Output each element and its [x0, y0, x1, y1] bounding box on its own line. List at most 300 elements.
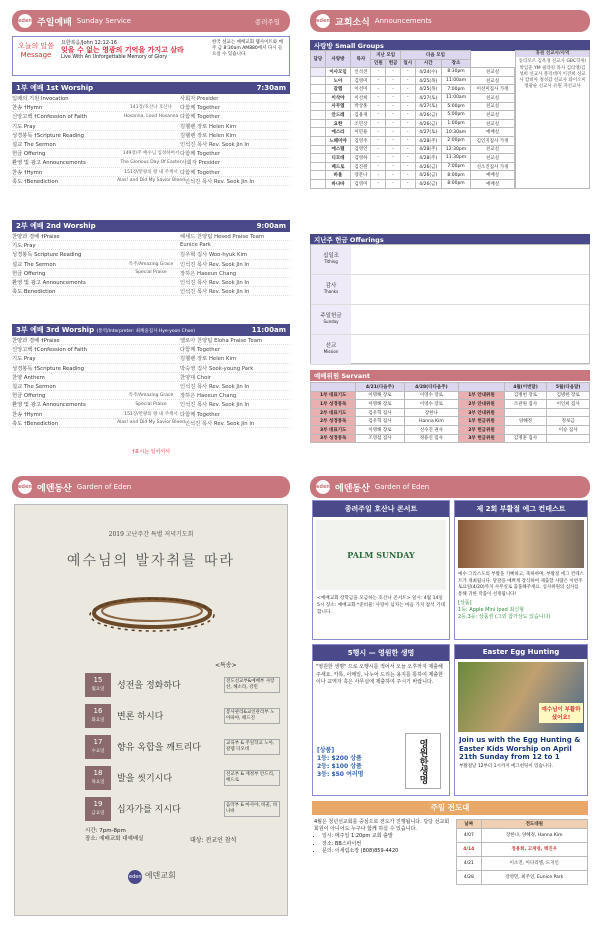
order-item: 환영 및 광고 Announcements [12, 402, 86, 409]
sg-cell: - [386, 68, 401, 77]
ev-cell: 4/28 [457, 870, 482, 884]
sg-col-next: 다음 모임 [400, 51, 470, 60]
sv-cell: 1부 헌금위원 [459, 417, 504, 426]
sv-cell: 신수진 권사 [404, 425, 459, 434]
sv-cell: 조영섭 집사 [356, 434, 404, 443]
sg-cell: - [400, 111, 415, 120]
order-item: 헌금 Offering [12, 151, 46, 158]
sg-cell: 4/27(토) [415, 128, 441, 137]
sg-cell: - [371, 162, 386, 171]
order-leader: 다함께 Together [180, 411, 221, 418]
day-singers: 교육부 & 주일학교 노아, 갈렙 디모데 [224, 739, 280, 755]
sg-cell: 11:00am [441, 93, 470, 102]
eden-title-en: Garden of Eden [76, 483, 132, 491]
order-row [12, 410, 290, 419]
order-item: 축도 †Benediction [12, 420, 58, 427]
order-leader: 장하은 Haeeun Chang [180, 393, 237, 400]
order-detail: 149장/주 예수님 입성하여서 [122, 151, 180, 157]
prayer-days [85, 670, 280, 825]
offerings-box [310, 244, 590, 364]
offering-kr: 주일헌금 [320, 313, 342, 319]
sg-cell: - [400, 171, 415, 180]
sv-cell: 3부 안내위원 [459, 408, 504, 417]
sg-cell: 8:30pm [441, 68, 470, 77]
order-item: 찬송 †Hymn [12, 411, 43, 418]
prayer-poster [14, 504, 288, 916]
order-row [12, 336, 290, 345]
sg-cell: 7:00pm [441, 85, 470, 94]
evangelism-bullet: • 문의: 이세림소장 (808)859-4420 [322, 848, 454, 855]
sg-cell: 예배실 [471, 128, 515, 137]
sg-cell: 7:00pm [441, 162, 470, 171]
order-leader: 장하은 Haeeun Chang [180, 270, 237, 277]
order-detail: 141장/호산나 호산나 [130, 105, 172, 111]
scripture-ref: 요한복음/John 12:12-16 [61, 40, 118, 46]
sg-cell: 11:30pm [441, 154, 470, 163]
sv-cell: Hanna Kim [404, 417, 459, 426]
sg-cell: 안드레 [325, 111, 351, 120]
sv-cell: 1부 안내위원 [459, 391, 504, 400]
day-weekday: 월요일 [91, 686, 105, 692]
sv-cell: 이승 집사 [547, 425, 590, 434]
worship-1-rows [12, 94, 290, 186]
sg-cell: - [386, 102, 401, 111]
service-header [12, 10, 290, 32]
sv-cell: 김병헌 장로 [504, 391, 547, 400]
service-title: 주일예배 [37, 17, 72, 28]
order-item: 입례의 기원 Invocation [12, 96, 69, 103]
word-label-en: Message [20, 51, 52, 59]
sv-cell: 김우혁 집사 [356, 417, 404, 426]
sg-charge [311, 93, 326, 102]
sv-col: 5월(다음달) [547, 383, 590, 392]
crown-of-thorns-image [82, 585, 222, 635]
sg-cell: 친교실 [471, 68, 515, 77]
message-box [12, 36, 290, 76]
order-leader: 김헬렌 장로 Helen Kim [180, 356, 237, 363]
order-leader: 다함께 Together [180, 114, 221, 121]
offering-kr: 선교 [325, 343, 337, 349]
sg-cell: - [371, 179, 386, 188]
eden2-header [310, 476, 590, 498]
sg-cell: - [371, 93, 386, 102]
sg-cell: - [386, 145, 401, 154]
table-row [311, 145, 515, 154]
worship-2 [12, 220, 290, 296]
word-label: 오늘의 말씀 [17, 42, 55, 50]
eden-logo: eden [18, 14, 32, 28]
order-row [12, 269, 290, 278]
sg-cell: 사무엘 [325, 102, 351, 111]
sg-cell: - [371, 154, 386, 163]
egg-hunt-sub: 부활절날 12부터 1시까지 에그헌팅이 있습니다. [459, 763, 553, 769]
sg-cell: 2:00pm [441, 136, 470, 145]
order-leader: 다함께 Together [180, 347, 221, 354]
sg-charge [311, 76, 326, 85]
order-detail: The Glorious Day Of Easter [120, 159, 182, 165]
order-item: 신앙고백 †Confession of Faith [12, 347, 87, 354]
special-song-label: <특송> [215, 662, 237, 669]
order-leader: 다함께 Together [180, 151, 221, 158]
ev-col-date: 날짜 [457, 820, 482, 829]
sg-cell: 인석진 [351, 68, 371, 77]
order-item: 설교 The Sermon [12, 261, 56, 268]
day-number: 17 [93, 737, 103, 746]
order-detail: 특주/Amazing Grace [128, 393, 174, 399]
poster-title: 예수님의 발자취를 따라 [66, 553, 236, 569]
order-leader: 인석진 목사 Rev. Seok Jin In [180, 261, 250, 268]
service-subtitle: 종려주일 [254, 17, 280, 26]
egg-text: 예수 그리스도의 부활을 기뻐하고, 축하하며, 부활절 에그 컨테스트가 개최됩니다. 달걀을 예쁘게 장식하여 제출할 사람은 이번주 토요일(4/20)까지 사무실로 출품해주세요. 심사위원의 심사를 통해 귀한 작품이 선정됩니다! [458, 572, 584, 597]
order-item: 헌금 Offering [12, 393, 46, 400]
sg-cell: - [400, 119, 415, 128]
table-row [311, 162, 515, 171]
sv-cell: 양혜정 [504, 417, 547, 426]
table-row [311, 85, 515, 94]
table-row [311, 93, 515, 102]
sv-cell: 장한나 [404, 408, 459, 417]
sg-cell: 느헤미야 [325, 136, 351, 145]
table-row [311, 102, 515, 111]
sg-cell: 4/27(토) [415, 93, 441, 102]
poem-prize: 1등: $200 상품 [317, 755, 362, 762]
offering-row [311, 245, 589, 275]
sg-cell: 4/28(주) [415, 145, 441, 154]
egg-prize-2: 2등,3등: 상품권 [458, 614, 494, 621]
offering-label [311, 275, 351, 304]
offering-kr: 감사 [325, 283, 337, 289]
table-row [311, 171, 515, 180]
order-leader: 다함께 Together [180, 169, 221, 176]
order-row [12, 354, 290, 363]
order-leader: 찬양대 Choir [180, 374, 211, 381]
order-row [12, 241, 290, 250]
sg-cell: 4/26(금) [415, 162, 441, 171]
sg-cell: 4/26(금) [415, 111, 441, 120]
order-item: 찬송 †Hymn [12, 105, 43, 112]
order-detail: Alas! and Did My Savior Bleed [117, 178, 185, 184]
small-groups-table [310, 50, 515, 189]
day-singers: 전도선교부&예배부 사랑찬, 해소라, 강민 [224, 677, 280, 693]
order-row [12, 131, 290, 140]
sg-cell: 4/24(수) [415, 68, 441, 77]
sv-col [311, 383, 356, 392]
order-detail: Hosanna, Loud Hosanna [123, 113, 179, 119]
sg-cell: 친교실 [471, 111, 515, 120]
sg-cell: - [400, 128, 415, 137]
sg-cell: 에스텔 [325, 145, 351, 154]
worship-3-rows [12, 336, 290, 428]
ev-col-members: 전도대원 [481, 820, 587, 829]
sg-charge [311, 128, 326, 137]
order-row [12, 419, 290, 428]
worship-1-time: 7:30am [256, 84, 286, 92]
sg-col-group: 사랑방 [325, 51, 351, 68]
order-leader: 헤세드 찬양팀 Hesed Praise Team [180, 234, 265, 241]
sg-cell: 4/25(목) [415, 76, 441, 85]
sv-cell: 이명해 장로 [356, 425, 404, 434]
evangelism-table [456, 819, 588, 885]
day-theme: 십자가를 지시다 [117, 805, 181, 815]
sg-cell: - [386, 76, 401, 85]
missions-list: 동티모르 김옥경 선교사 GBC학위/박임준 YM 필라킹 목사 김티엥/김성희 선교사 폴리데미 이견희 선교사 캄비아 정성갑 선교사 와이오미 정광순 선교사 유원 자선교사 [518, 59, 587, 90]
sv-cell: 이명해 장로 [356, 391, 404, 400]
sg-cell: 조민상 [351, 119, 371, 128]
message-title: 잊을 수 없는 영광의 기억을 가지고 살라 [61, 46, 184, 54]
sg-cell: 김영미 [351, 179, 371, 188]
sg-cell: 김영언 [351, 145, 371, 154]
order-row [12, 250, 290, 259]
order-row [12, 103, 290, 112]
sg-cell: - [371, 111, 386, 120]
order-row [12, 94, 290, 103]
order-item: 환영 및 광고 Announcements [12, 280, 86, 287]
sg-cell: 친교실 [471, 102, 515, 111]
poster-target: 대상: 전교인 참석 [190, 837, 237, 844]
sg-charge [311, 162, 326, 171]
sv-cell: 3부 대표기도 [311, 425, 356, 434]
day-singers: 선교부 & 재정부 안드리, 베드로 [224, 770, 280, 786]
sg-cell: - [400, 154, 415, 163]
evangelism-bullet: • 장소: BB스파이썬 [322, 841, 454, 848]
sg-cell: - [400, 102, 415, 111]
order-leader: 인석진 목사 Rev. Seok Jin In [180, 280, 250, 287]
order-row [12, 149, 290, 158]
sv-col [459, 383, 504, 392]
sg-col-date: 일시 [400, 59, 415, 68]
order-leader: 인석진 목사 Rev. Seok Jin In [180, 402, 250, 409]
worship-1 [12, 82, 290, 186]
poem-title: 5행시 — 영원한 생명 [313, 645, 449, 661]
order-row [12, 391, 290, 400]
missions-heading: 휴원 선교사/사역 [516, 51, 589, 57]
sg-charge [311, 179, 326, 188]
worship-3-name: 3부 예배 3rd Worship [16, 326, 95, 334]
order-row [12, 232, 290, 241]
palm-concert-card [312, 500, 450, 640]
sg-cell: 김인지집사 가정 [471, 136, 515, 145]
sg-cell: 김영주 [351, 136, 371, 145]
order-item: 성경봉독 Scripture Reading [12, 252, 82, 259]
sv-cell [504, 425, 547, 434]
order-row [12, 112, 290, 121]
order-leader: 김우혁 집사 Woo-hyuk Kim [180, 252, 248, 259]
sg-charge [311, 136, 326, 145]
order-detail: Special Praise [135, 270, 167, 276]
sv-col: 4/28(다다음주) [404, 383, 459, 392]
eden-logo: eden [316, 14, 330, 28]
eden-header [12, 476, 290, 498]
sv-cell [547, 408, 590, 417]
poster-church: 에덴교회 [144, 871, 176, 880]
sg-cell: - [371, 68, 386, 77]
evangelism-text: 4월은 청년선교회를 중심으로 전도가 진행됩니다. 당당 선교회 회원이 아니어도 누구나 함께 하실 수 있습니다. [314, 819, 450, 833]
sg-cell: - [400, 68, 415, 77]
sg-cell: 친교실 [471, 119, 515, 128]
sg-cell: 이선미집사 가정 [471, 85, 515, 94]
poster-place: 장소: 예배교회 대예배실 [85, 836, 144, 842]
sg-cell: - [371, 128, 386, 137]
order-row [12, 158, 290, 167]
order-item: 기도 Pray [12, 243, 36, 250]
day-theme: 발을 씻기시다 [117, 774, 173, 784]
sv-cell: 2부 성경봉독 [311, 417, 356, 426]
sg-cell: - [400, 85, 415, 94]
sv-cell: 1부 성경봉독 [311, 400, 356, 409]
palm-text: <예배교회 장학금을 모금하는 호산나 콘서트> 일시: 4월 14일 5시 장소: 예배교회 *준비물: 사랑이 넘치는 마음 가지 참석 기대합니다. [317, 596, 445, 615]
sg-cell: - [400, 76, 415, 85]
order-row [12, 122, 290, 131]
prayer-day-row [85, 701, 280, 730]
day-number: 19 [93, 799, 103, 808]
sg-cell: - [386, 154, 401, 163]
table-row [311, 408, 590, 417]
table-row [311, 425, 590, 434]
day-number: 18 [93, 768, 103, 777]
order-item: 찬양 Anthem [12, 374, 45, 381]
sg-cell: - [400, 136, 415, 145]
sg-cell: 노아 [325, 76, 351, 85]
order-row [12, 400, 290, 409]
prayer-day-row [85, 670, 280, 699]
sg-col-place: 장소 [441, 59, 470, 68]
table-row [311, 68, 515, 77]
order-item: 설교 The Sermon [12, 384, 56, 391]
sv-cell [504, 408, 547, 417]
egg-hunt-card [454, 644, 588, 796]
worship-1-name: 1부 예배 1st Worship [16, 84, 94, 92]
day-weekday: 화요일 [91, 717, 105, 723]
sv-cell: 1부 대표기도 [311, 391, 356, 400]
poem-prizes [317, 747, 363, 779]
stand-footnote: †표시는 일어서서 [132, 449, 170, 455]
order-item: 축도 †Benediction [12, 178, 58, 185]
order-leader: 김헬렌 장로 Helen Kim [180, 132, 237, 139]
sg-cell: 이선희 [351, 93, 371, 102]
poem-prize: 3등: $50 여러명 [317, 771, 364, 778]
table-row [311, 128, 515, 137]
worship-2-name: 2부 예배 2nd Worship [16, 222, 96, 230]
day-weekday: 금요일 [91, 810, 105, 816]
egg-hunt-tag: 예수님이 부활하셨어요! [539, 703, 583, 723]
eden-logo: eden [316, 480, 330, 494]
offering-en: Thanks [323, 289, 339, 294]
sg-cell: 예배실 [471, 179, 515, 188]
sg-cell: 4/28(주) [415, 136, 441, 145]
palm-sunday-image [316, 520, 446, 590]
offering-en: Tithing [324, 259, 338, 264]
order-leader: 인석진 목사 Rev. Seok Jin In [184, 178, 255, 185]
order-leader: 엘로아 찬양팀 Eloha Praise Team [180, 338, 263, 345]
order-leader: 인석진 목사 Rev. Seok Jin In [180, 384, 250, 391]
sg-cell: - [386, 93, 401, 102]
order-detail: 151장/만왕의 왕 내 주께서 [124, 411, 178, 417]
prayer-day-row [85, 732, 280, 761]
order-leader: 인석진 목사 Rev. Seok Jin In [180, 289, 250, 296]
poem-card [312, 644, 450, 796]
offering-en: Mission [323, 349, 339, 354]
order-detail: 151장/만왕의 왕 내 주께서 [124, 169, 178, 175]
day-number: 15 [93, 675, 103, 684]
servant-table [310, 382, 590, 443]
table-row [311, 119, 515, 128]
sv-cell: 3부 헌금위원 [459, 434, 504, 443]
sg-cell: 1:00pm [441, 119, 470, 128]
poster-top: 2019 고난주간 특별 저녁기도회 [108, 531, 194, 538]
sg-cell: 4/26(금) [415, 179, 441, 188]
order-detail: Special Praise [135, 401, 167, 407]
order-row [12, 345, 290, 354]
sv-col: 4월(이번달) [504, 383, 547, 392]
order-item: 찬양과 경배 †Praise [12, 234, 60, 241]
day-theme: 향유 옥합을 깨트리다 [117, 743, 201, 753]
sg-cell: 갈렙 [325, 85, 351, 94]
poem-prize: 2등: $100 상품 [317, 763, 362, 770]
sg-cell: - [371, 145, 386, 154]
order-item: 성경봉독 †Scripture Reading [12, 132, 85, 139]
worship-3 [12, 324, 290, 428]
order-row [12, 364, 290, 373]
offering-kr: 십일조 [323, 253, 339, 259]
sg-col-charge: 담당 [311, 51, 326, 68]
sg-cell: 바나바 [325, 179, 351, 188]
news-panel [310, 10, 590, 460]
egg-prize-1: 1등: Apple Mini Ipad 최신형 [458, 607, 524, 614]
sg-cell: 장문나 [351, 171, 371, 180]
prayer-day-row [85, 763, 280, 792]
table-row [311, 417, 590, 426]
table-row [311, 179, 515, 188]
sv-cell: 2부 안내위원 [459, 400, 504, 409]
ev-cell: 이소진, 이다리엘, 도지인 [481, 856, 587, 870]
day-singers: 봉사관리&교인관리부 노아따야, 해드진 [224, 708, 280, 724]
sg-cell: 4/26(금) [415, 119, 441, 128]
sg-cell: - [400, 145, 415, 154]
eden-panel [12, 476, 290, 921]
order-row [12, 177, 290, 186]
sv-cell: 2부 헌금위원 [459, 425, 504, 434]
sg-cell: 12:30pm [441, 145, 470, 154]
sg-col-time: 시간 [415, 59, 441, 68]
ev-cell: 강영민, 최주연, Eunice Park [481, 870, 587, 884]
offering-row [311, 275, 589, 305]
sv-cell: 이영수 장로 [404, 391, 459, 400]
poem-prize: [상품] [317, 747, 335, 754]
order-row [12, 260, 290, 269]
sg-cell: 박상홍 [351, 102, 371, 111]
sv-cell: 김명훈 집사 [504, 434, 547, 443]
evangelism-bullet: • 일시: 매주일 1:20pm 교회 출발 [322, 833, 454, 840]
evangelism-title: 주일 전도대 [312, 801, 588, 815]
sg-cell: 10:30am [441, 128, 470, 137]
small-groups-heading: 사랑방 Small Groups [310, 40, 590, 51]
day-badge [85, 673, 111, 697]
offering-en: Sunday [323, 319, 339, 324]
sg-cell: - [400, 162, 415, 171]
poster-time: 시간: 7pm-8pm [85, 828, 126, 834]
table-row [457, 870, 588, 884]
ev-cell: 4/21 [457, 856, 482, 870]
egg-prize-note: (그외 참가상도 있습니다) [494, 614, 551, 621]
order-leader: 김헬렌 장로 Helen Kim [180, 123, 237, 130]
sv-cell: 정보금 [547, 417, 590, 426]
sg-cell: 8:00pm [441, 171, 470, 180]
sg-col-offering: 헌금 [386, 59, 401, 68]
sg-cell: 4/28(주) [415, 154, 441, 163]
table-row [311, 136, 515, 145]
sg-charge [311, 68, 326, 77]
egg-title: 제 2회 부활절 에그 컨테스트 [455, 501, 587, 517]
